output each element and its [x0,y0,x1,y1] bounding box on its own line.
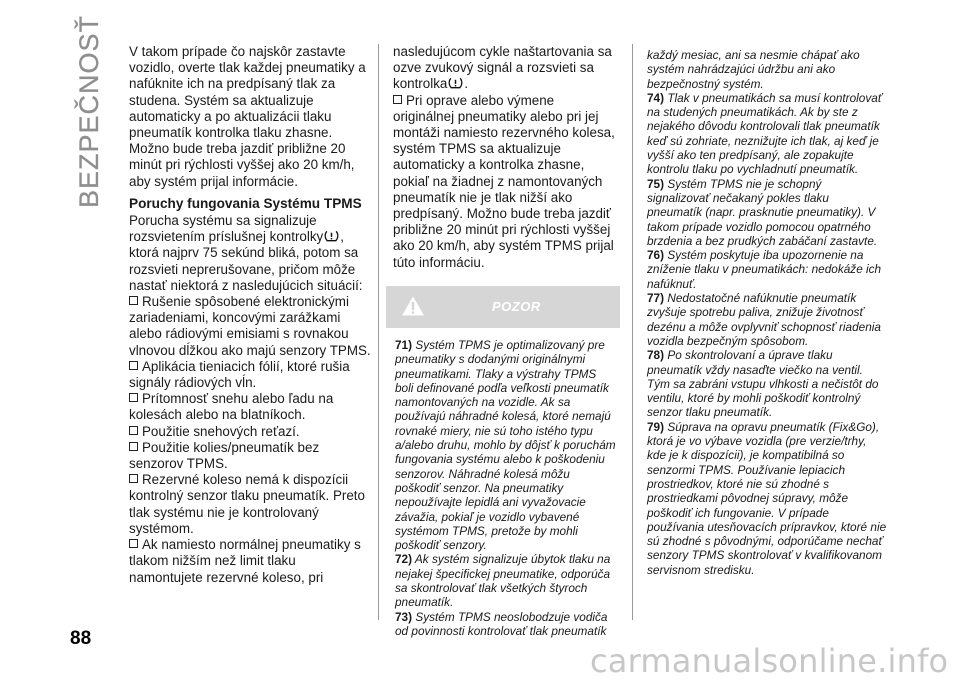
bullet-square-icon [129,296,138,305]
list-item: Použitie snehových reťazí. [129,424,371,440]
page-number: 88 [70,628,92,649]
paragraph: V takom prípade čo najskôr zastavte vozidlo, overte tlak každej pneumatiky a nafúknite ich na predpísaný tlak za studena. Systém sa aktualizuje automaticky a po aktualizácii tlaku pneumatík kontrolka tlaku zhasne. Možno bude treba jazdiť približne 20 minút pri rýchlosti vyššej ako 20 km/h, aby systém prijal informácie. [129,44,366,189]
note-item: 78) Po skontrolovaní a úprave tlaku pneumatík vždy nasaďte viečko na ventil. Tým sa zabráni vstupu vlhkosti a nečistôt do ventilu, ktoré by mohli poškodiť kontrolný senzor tlaku pneumatík. [647,348,879,420]
list-item: Rušenie spôsobené elektronickými zariadeniami, koncovými zarážkami alebo rádiovými emisiami s rovnakou vlnovou dĺžkou ako majú senzory TPMS. [129,294,371,358]
list-item: Prítomnosť snehu alebo ľadu na kolesách alebo na blatníkoch. [129,391,334,423]
column-divider [378,44,379,620]
note-item: 77) Nedostatočné nafúknutie pneumatík zvyšuje spotrebu paliva, znižuje životnosť dezénu a môže ovplyvniť schopnosť riadenia vozidla bezpečným spôsobom. [647,291,881,348]
warning-triangle-icon [401,295,425,317]
column-divider [632,44,633,620]
watermark: carmanualsonline.info [590,642,949,680]
bullet-square-icon [129,393,138,402]
column-2 [393,44,617,271]
column-3 [647,48,887,577]
note-item: 79) Súprava na opravu pneumatík (Fix&Go), ktorá je vo výbave vozidla (pre verzie/trhy, kde je k dispozícii), je kompatibilná so senzormi TPMS. Používanie lepiacich prostriedkov, ktoré nie sú zhodné s prostriedkami pôvodnej súpravy, môže poškodiť ich fungovanie. V prípade používania utesňovacích prípravkov, ktoré nie sú zhodné s pôvodnými, odporúčame nechať senzory TPMS skontrolovať v kvalifikovanom servisnom stredisku. [647,419,887,577]
bullet-square-icon [129,426,138,435]
column-1 [129,44,371,586]
note-item: 75) Systém TPMS nie je schopný signalizovať nečakaný pokles tlaku pneumatík (napr. prasknutie pneumatiky). V takom prípade vozidlo pomocou opatrného brzdenia a bez prudkých zabáčaní zastavte. [647,176,878,248]
list-item: Rezervné koleso nemá k dispozícii kontrolný senzor tlaku pneumatík. Preto tlak systému nie je kontrolovaný systémom. [129,472,365,536]
bullet-square-icon [129,361,138,370]
bullet-square-icon [393,95,402,104]
note-item: 73) Systém TPMS neoslobodzuje vodiča od povinnosti kontrolovať tlak pneumatík [395,609,608,638]
note-item: každý mesiac, ani sa nesmie chápať ako systém nahrádzajúci údržbu ani ako bezpečnostný systém. [647,48,860,91]
bullet-square-icon [129,442,138,451]
warning-title: POZOR [492,299,541,314]
paragraph: Porucha systému sa signalizuje rozsvietením príslušnej kontrolky , ktorá najprv 75 sekúnd bliká, potom sa rozsvieti neprerušovane, pričom môže nastať niektorá z nasledujúcich situácií: [129,213,363,293]
list-item: Ak namiesto normálnej pneumatiky s tlakom nižším než limit tlaku namontujete rezervné koleso, pri [129,537,361,585]
list-item: Aplikácia tieniacich fólií, ktoré rušia signály rádiových vĺn. [129,358,350,391]
paragraph: nasledujúcom cykle naštartovania sa ozve zvukový signál a rozsvieti sa kontrolka . [393,44,612,92]
note-item: 71) Systém TPMS je optimalizovaný pre pneumatiky s dodanými originálnymi pneumatikami. Tlaky a výstrahy TPMS boli definované podľa veľkosti pneumatík namontovaných na vozidle. Ak sa používajú náhradné kolesá, ktoré nemajú rovnaké miery, nie sú toho istého typu a/alebo druhu, mohlo by dôjsť k poruchám fungovania systému alebo k poškodeniu senzorov. Náhradné kolesá môžu poškodiť senzor. Na pneumatiky nepoužívajte lepidlá ani vyvažovacie závažia, pokiaľ je vozidlo vybavené systémom TPMS, pretože by mohli poškodiť senzory. [395,338,616,553]
bullet-square-icon [129,539,138,548]
note-item: 72) Ak systém signalizuje úbytok tlaku na nejakej špecifickej pneumatike, odporúča sa skontrolovať tlak všetkých štyroch pneumatík. [395,552,611,610]
warning-header [386,286,620,328]
section-title: BEZPEČNOSŤ [74,14,104,208]
section-heading: Poruchy fungovania Systému TPMS [129,195,362,211]
list-item: Pri oprave alebo výmene originálnej pneumatiky alebo pri jej montáži namiesto rezervného kolesa, systém TPMS sa aktualizuje automaticky a kontrolka zhasne, pokiaľ na žiadnej z namontovaných pneumatík nie je tlak nižší ako predpísaný. Možno bude treba jazdiť približne 20 minút pri rýchlosti vyššej ako 20 km/h, aby systém TPMS prijal túto informáciu. [393,92,615,270]
bullet-square-icon [129,474,138,483]
tire-pressure-warning-icon [324,230,339,242]
list-item: Použitie kolies/pneumatík bez senzorov TPMS. [129,439,320,472]
warning-notes [395,338,617,638]
note-item: 74) Tlak v pneumatikách sa musí kontrolovať na studených pneumatikách. Ak by ste z nejakého dôvodu kontrolovali tlak pneumatík keď sú zohriate, neznižujte ich tlak, aj keď je vyšší ako ten predpísaný, ale zopakujte kontrolu tlaku po vychladnutí pneumatík. [647,90,882,177]
note-item: 76) Systém poskytuje iba upozornenie na zníženie tlaku v pneumatikách: nedokáže ich nafúknuť. [647,248,882,291]
tire-pressure-warning-icon [448,77,463,89]
